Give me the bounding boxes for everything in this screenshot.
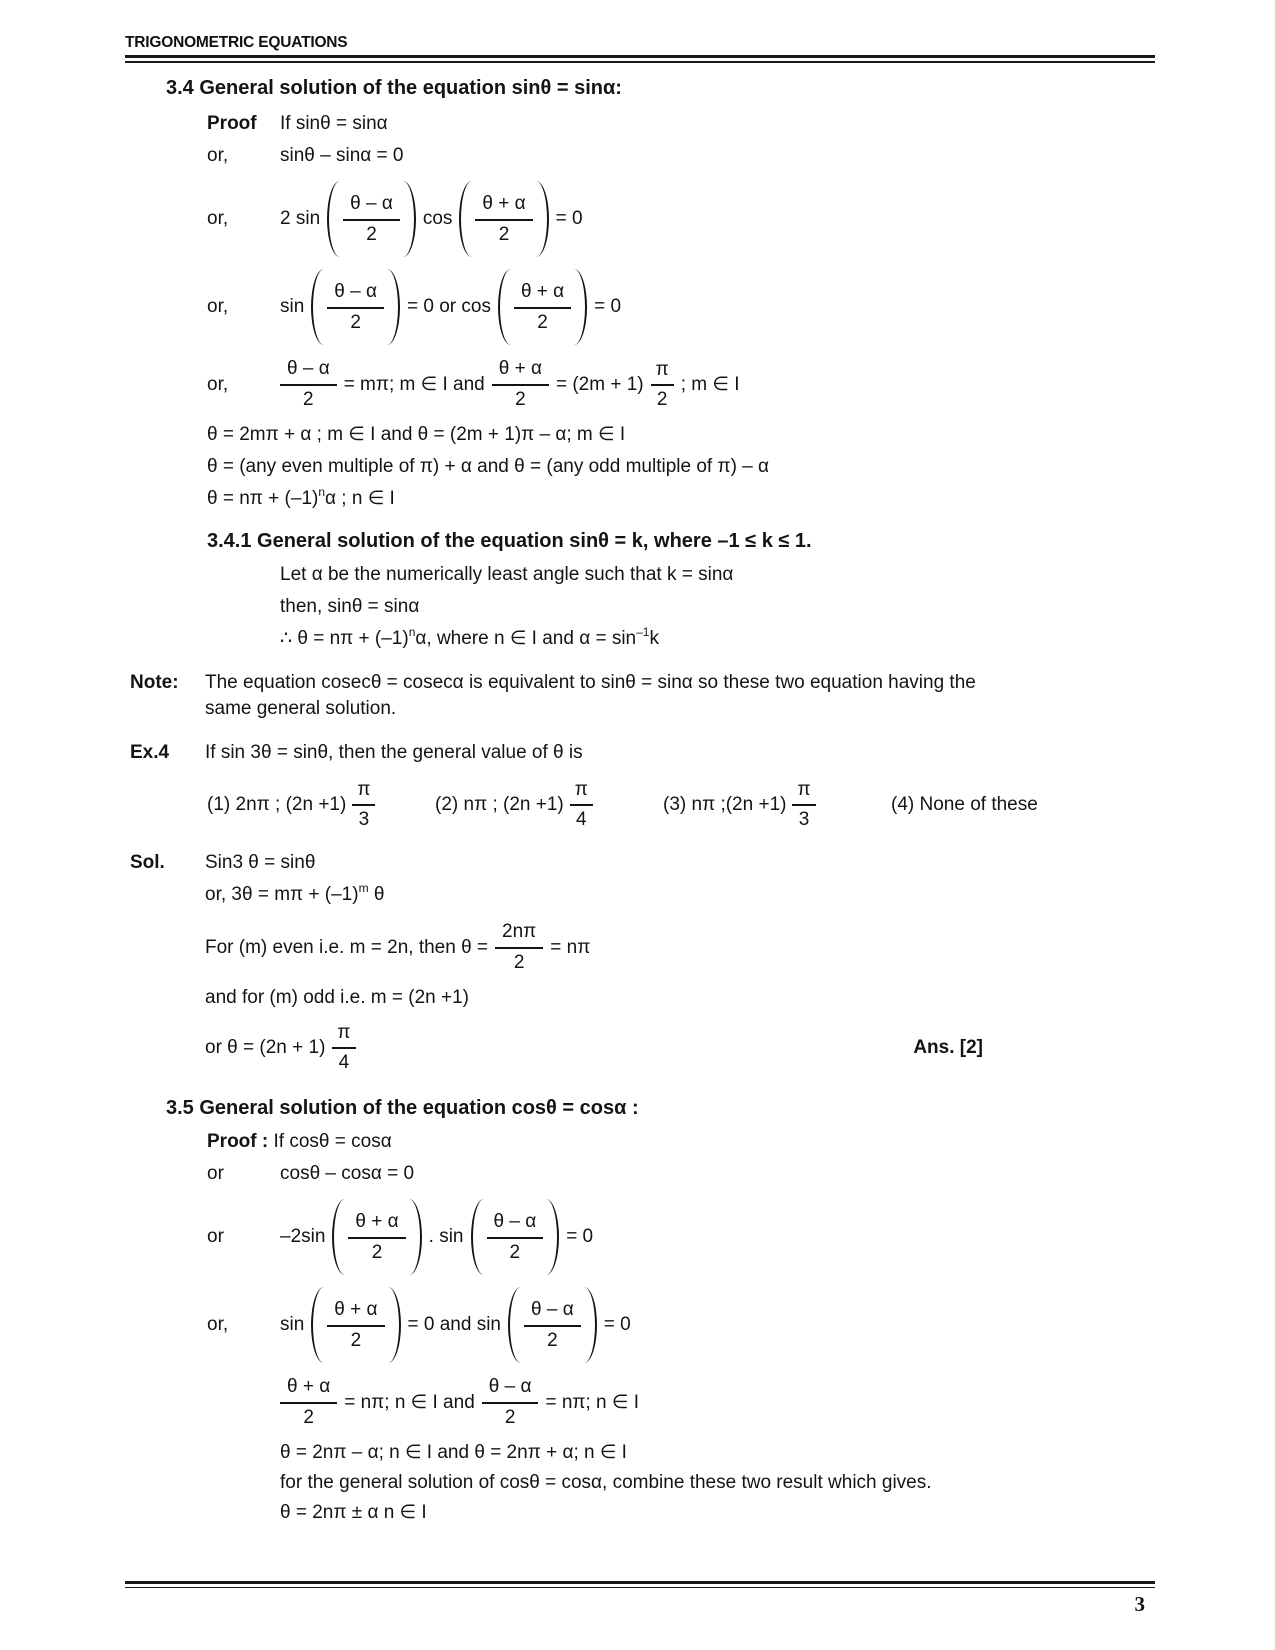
page-number: 3	[1134, 1592, 1145, 1616]
proof-text: If sinθ = sinα	[280, 113, 388, 134]
fraction	[482, 1375, 539, 1430]
fraction-numerator: π	[570, 778, 593, 806]
equation-text: = 0	[566, 1226, 594, 1247]
footer-rule	[125, 1581, 1155, 1588]
paren-left-icon	[327, 181, 340, 257]
page-header-title: TRIGONOMETRIC EQUATIONS	[125, 34, 348, 51]
paren-left-icon	[498, 269, 511, 345]
fraction-denominator: 2	[656, 388, 668, 410]
paren-fraction	[508, 1287, 597, 1363]
fraction	[343, 192, 400, 247]
equation-text: sinθ – sinα = 0	[280, 145, 404, 166]
paren-left-icon	[459, 181, 472, 257]
equation-text: θ	[368, 884, 385, 905]
header-rule	[125, 55, 1155, 63]
s341-line-3	[280, 626, 1155, 652]
equation-text: = (2m + 1)	[555, 373, 644, 395]
fraction-denominator: 2	[350, 311, 361, 333]
paren-fraction	[459, 181, 548, 257]
paren-left-icon	[471, 1199, 484, 1275]
equation-text: 2 sin	[280, 208, 321, 229]
paren-fraction	[311, 269, 400, 345]
fraction-denominator: 2	[513, 952, 525, 973]
s34-equation-1	[207, 181, 1155, 257]
equation-text: cos	[422, 208, 453, 229]
example-4-row	[130, 740, 1155, 766]
fraction	[327, 1298, 384, 1353]
section-3-4-1-heading: 3.4.1 General solution of the equation sinθ = k, where –1 ≤ k ≤ 1.	[207, 530, 812, 552]
equation-text: sin	[280, 1314, 305, 1335]
or-label: or,	[207, 145, 229, 166]
equation-text: = 0 or cos	[406, 296, 491, 317]
s35-equation-1	[207, 1199, 1155, 1275]
fraction-numerator: θ + α	[475, 192, 532, 221]
s35-proof-row	[207, 1129, 1155, 1155]
s35-or-row-1	[207, 1161, 1155, 1187]
fraction-numerator: θ + α	[492, 357, 549, 386]
solution-line-2	[205, 882, 1155, 908]
equation-text: or θ = (2n + 1)	[205, 1037, 326, 1058]
equation-text: sin	[280, 296, 305, 317]
solution-line-3: and for (m) odd i.e. m = (2n +1)	[205, 987, 470, 1008]
equation-text: = 0	[603, 1314, 631, 1335]
superscript: n	[408, 625, 416, 639]
paren-right-icon	[388, 1287, 401, 1363]
fraction	[348, 1210, 405, 1265]
fraction-denominator: 2	[303, 389, 314, 410]
solution-equation-1	[205, 920, 1155, 975]
proof-text: If cosθ = cosα	[273, 1131, 392, 1152]
option-text: (2) nπ ; (2n +1)	[435, 794, 564, 815]
equation-text: = 0	[594, 296, 622, 317]
paren-right-icon	[584, 1287, 597, 1363]
fraction-denominator: 2	[509, 1241, 521, 1263]
equation-text: α ; n ∈ I	[325, 488, 395, 509]
note-row	[130, 670, 1155, 722]
superscript: –1	[636, 625, 650, 639]
fraction-numerator: θ – α	[343, 192, 400, 221]
or-label: or,	[207, 296, 229, 317]
s35-result-line-2: for the general solution of cosθ = cosα, combine these two result which gives.	[280, 1472, 932, 1493]
s35-result-line-1: θ = 2nπ – α; n ∈ I and θ = 2nπ + α; n ∈ I	[280, 1442, 627, 1463]
option-2	[435, 778, 663, 832]
fraction-denominator: 4	[338, 1052, 350, 1073]
fraction-denominator: 2	[303, 1407, 314, 1428]
fraction	[280, 357, 337, 412]
fraction	[332, 1021, 355, 1075]
s34-result-line-1: θ = 2mπ + α ; m ∈ I and θ = (2m + 1)π – α; m ∈ I	[207, 424, 626, 445]
fraction-numerator: θ + α	[348, 1210, 405, 1239]
equation-text: cosθ – cosα = 0	[280, 1163, 415, 1184]
option-text: (3) nπ ;(2n +1)	[663, 794, 787, 815]
fraction-denominator: 2	[366, 223, 377, 245]
paren-right-icon	[409, 1199, 422, 1275]
section-3-5-heading: 3.5 General solution of the equation cosθ = cosα :	[166, 1097, 639, 1119]
equation-text: = nπ; n ∈ I	[545, 1392, 640, 1413]
proof-label: Proof :	[207, 1131, 269, 1152]
or-label: or,	[207, 373, 229, 395]
or-label: or	[207, 1226, 224, 1247]
equation-text: = nπ	[550, 936, 591, 958]
s35-result-line-3: θ = 2nπ ± α n ∈ I	[280, 1502, 427, 1523]
fraction-denominator: 3	[798, 809, 810, 830]
fraction	[570, 778, 593, 832]
fraction	[492, 357, 549, 412]
or-label: or,	[207, 208, 229, 229]
paren-right-icon	[403, 181, 416, 257]
fraction-numerator: π	[332, 1021, 355, 1049]
s35-equation-3	[280, 1375, 1155, 1430]
solution-line-1: Sin3 θ = sinθ	[205, 852, 316, 873]
equation-text: α, where n ∈ I and α = sin	[415, 628, 637, 649]
fraction	[524, 1298, 581, 1353]
fraction-numerator: θ + α	[327, 1298, 384, 1327]
note-text	[205, 670, 976, 722]
s341-line-1: Let α be the numerically least angle such that k = sinα	[280, 564, 734, 585]
equation-text: θ = nπ + (–1)	[207, 488, 319, 509]
equation-text: = 0 and sin	[407, 1314, 502, 1335]
solution-row	[130, 850, 1155, 876]
answer-badge: Ans. [2]	[913, 1037, 983, 1058]
fraction	[327, 280, 384, 335]
section-3-4-heading: 3.4 General solution of the equation sinθ = sinα:	[166, 77, 622, 99]
equation-text: . sin	[428, 1226, 464, 1247]
equation-text: ; m ∈ I	[680, 374, 740, 395]
fraction-denominator: 4	[576, 809, 587, 830]
fraction	[495, 920, 543, 975]
option-text: (4) None of these	[891, 794, 1038, 815]
fraction-denominator: 2	[504, 1407, 516, 1428]
paren-right-icon	[536, 181, 549, 257]
s34-equation-2	[207, 269, 1155, 345]
s35-equation-2	[207, 1287, 1155, 1363]
fraction-numerator: π	[792, 778, 815, 806]
fraction	[514, 280, 571, 335]
fraction	[487, 1210, 544, 1265]
note-label: Note:	[130, 672, 179, 693]
equation-text: k	[649, 628, 659, 649]
fraction	[792, 778, 815, 832]
s34-result-line-2: θ = (any even multiple of π) + α and θ = (any odd multiple of π) – α	[207, 456, 770, 477]
fraction-denominator: 2	[350, 1329, 362, 1351]
example-question: If sin 3θ = sinθ, then the general value of θ is	[205, 742, 583, 763]
or-label: or	[207, 1163, 224, 1184]
fraction	[651, 358, 674, 412]
fraction-denominator: 2	[371, 1241, 383, 1263]
fraction-denominator: 2	[537, 311, 548, 333]
s341-line-2: then, sinθ = sinα	[280, 596, 420, 617]
paren-left-icon	[508, 1287, 521, 1363]
note-line-2: same general solution.	[205, 698, 397, 719]
note-line-1: The equation cosecθ = cosecα is equivalent to sinθ = sinα so these two equation having the	[205, 672, 976, 693]
fraction-numerator: θ + α	[514, 280, 571, 309]
fraction-numerator: θ – α	[280, 357, 337, 386]
paren-fraction	[471, 1199, 560, 1275]
equation-text: or, 3θ = mπ + (–1)	[205, 884, 359, 905]
fraction-numerator: θ + α	[280, 1375, 337, 1404]
fraction-denominator: 2	[547, 1329, 558, 1351]
example-label: Ex.4	[130, 742, 170, 763]
paren-right-icon	[546, 1199, 559, 1275]
paren-fraction	[332, 1199, 421, 1275]
fraction	[475, 192, 532, 247]
solution-label: Sol.	[130, 852, 165, 873]
equation-text: = nπ; n ∈ I and	[344, 1392, 475, 1413]
fraction	[352, 778, 375, 832]
paren-fraction	[498, 269, 587, 345]
fraction-numerator: θ – α	[524, 1298, 581, 1327]
paren-left-icon	[311, 1287, 324, 1363]
option-4	[891, 794, 1038, 816]
fraction-denominator: 2	[498, 223, 510, 245]
option-3	[663, 778, 891, 832]
paren-right-icon	[574, 269, 587, 345]
s34-equation-3	[207, 357, 1155, 412]
equation-text: = 0	[555, 208, 583, 229]
s34-or-row-1	[207, 143, 1155, 169]
fraction-denominator: 3	[358, 809, 370, 830]
equation-text: –2sin	[280, 1226, 326, 1247]
fraction-numerator: π	[651, 358, 674, 386]
option-text: (1) 2nπ ; (2n +1)	[207, 794, 347, 815]
equation-text: ∴ θ = nπ + (–1)	[280, 628, 409, 649]
equation-text: For (m) even i.e. m = 2n, then θ =	[205, 936, 489, 958]
fraction-numerator: π	[352, 778, 375, 806]
paren-right-icon	[387, 269, 400, 345]
superscript: m	[358, 881, 369, 895]
paren-fraction	[311, 1287, 400, 1363]
or-label: or,	[207, 1314, 229, 1335]
paren-fraction	[327, 181, 416, 257]
example-4-options	[207, 778, 1155, 832]
fraction	[280, 1375, 337, 1430]
solution-equation-2	[205, 1021, 1155, 1075]
option-1	[207, 778, 435, 832]
paren-left-icon	[332, 1199, 345, 1275]
equation-text: = mπ; m ∈ I and	[343, 374, 485, 395]
paren-left-icon	[311, 269, 324, 345]
fraction-numerator: θ – α	[327, 280, 384, 309]
s34-result-line-3	[207, 486, 1155, 512]
fraction-numerator: θ – α	[487, 1210, 544, 1239]
fraction-denominator: 2	[515, 389, 526, 410]
fraction-numerator: θ – α	[482, 1375, 539, 1404]
s34-proof-row	[207, 111, 1155, 137]
proof-label: Proof	[207, 113, 257, 134]
fraction-numerator: 2nπ	[495, 920, 543, 949]
superscript: n	[318, 485, 326, 499]
